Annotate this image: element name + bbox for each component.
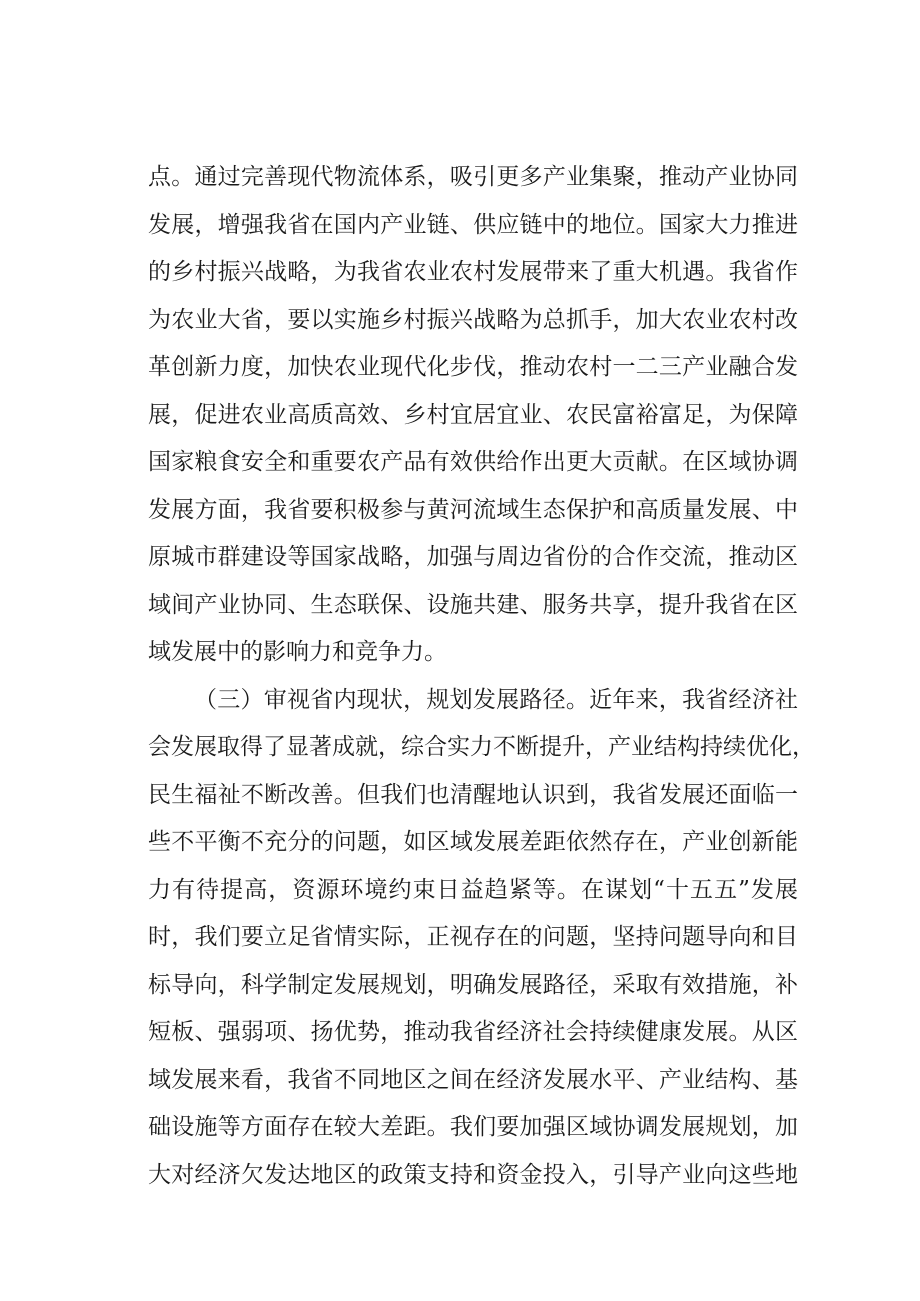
section-heading-line: （三）审视省内现状，规划发展路径。近年来，我省经济社 — [194, 686, 798, 713]
text-line: 域发展中的影响力和竞争力。 — [148, 639, 447, 665]
text-line: 展，促进农业高质高效、乡村宜居宜业、农民富裕富足，为保障 — [148, 401, 798, 428]
text-line: 域发展来看，我省不同地区之间在经济发展水平、产业结构、基 — [148, 1066, 798, 1093]
text-line: 础设施等方面存在较大差距。我们要加强区域协调发展规划，加 — [148, 1114, 798, 1140]
text-line: 短板、强弱项、扬优势，推动我省经济社会持续健康发展。从区 — [148, 1019, 798, 1045]
text-line: 力有待提高，资源环境约束日益趋紧等。在谋划“十五五”发展 — [148, 876, 798, 903]
text-line: 点。通过完善现代物流体系，吸引更多产业集聚，推动产业协同 — [148, 164, 798, 190]
body-text — [148, 154, 815, 1199]
text-line: 大对经济欠发达地区的政策支持和资金投入，引导产业向这些地 — [148, 1161, 798, 1188]
text-line: 革创新力度，加快农业现代化步伐，推动农村一二三产业融合发 — [148, 354, 798, 380]
text-line: 发展方面，我省要积极参与黄河流域生态保护和高质量发展、中 — [148, 496, 798, 523]
text-line: 些不平衡不充分的问题，如区域发展差距依然存在，产业创新能 — [148, 829, 798, 855]
text-line: 发展，增强我省在国内产业链、供应链中的地位。国家大力推进 — [148, 211, 798, 238]
text-line: 民生福祉不断改善。但我们也清醒地认识到，我省发展还面临一 — [148, 781, 798, 808]
text-line: 时，我们要立足省情实际，正视存在的问题，坚持问题导向和目 — [148, 924, 798, 950]
text-line: 的乡村振兴战略，为我省农业农村发展带来了重大机遇。我省作 — [148, 259, 798, 285]
text-line: 域间产业协同、生态联保、设施共建、服务共享，提升我省在区 — [148, 591, 798, 618]
text-line: 为农业大省，要以实施乡村振兴战略为总抓手，加大农业农村改 — [148, 306, 798, 333]
text-line: 标导向，科学制定发展规划，明确发展路径，采取有效措施，补 — [148, 971, 798, 998]
text-line: 原城市群建设等国家战略，加强与周边省份的合作交流，推动区 — [148, 544, 798, 570]
text-line: 会发展取得了显著成就，综合实力不断提升，产业结构持续优化， — [148, 734, 815, 760]
text-line: 国家粮食安全和重要农产品有效供给作出更大贡献。在区域协调 — [148, 449, 798, 475]
